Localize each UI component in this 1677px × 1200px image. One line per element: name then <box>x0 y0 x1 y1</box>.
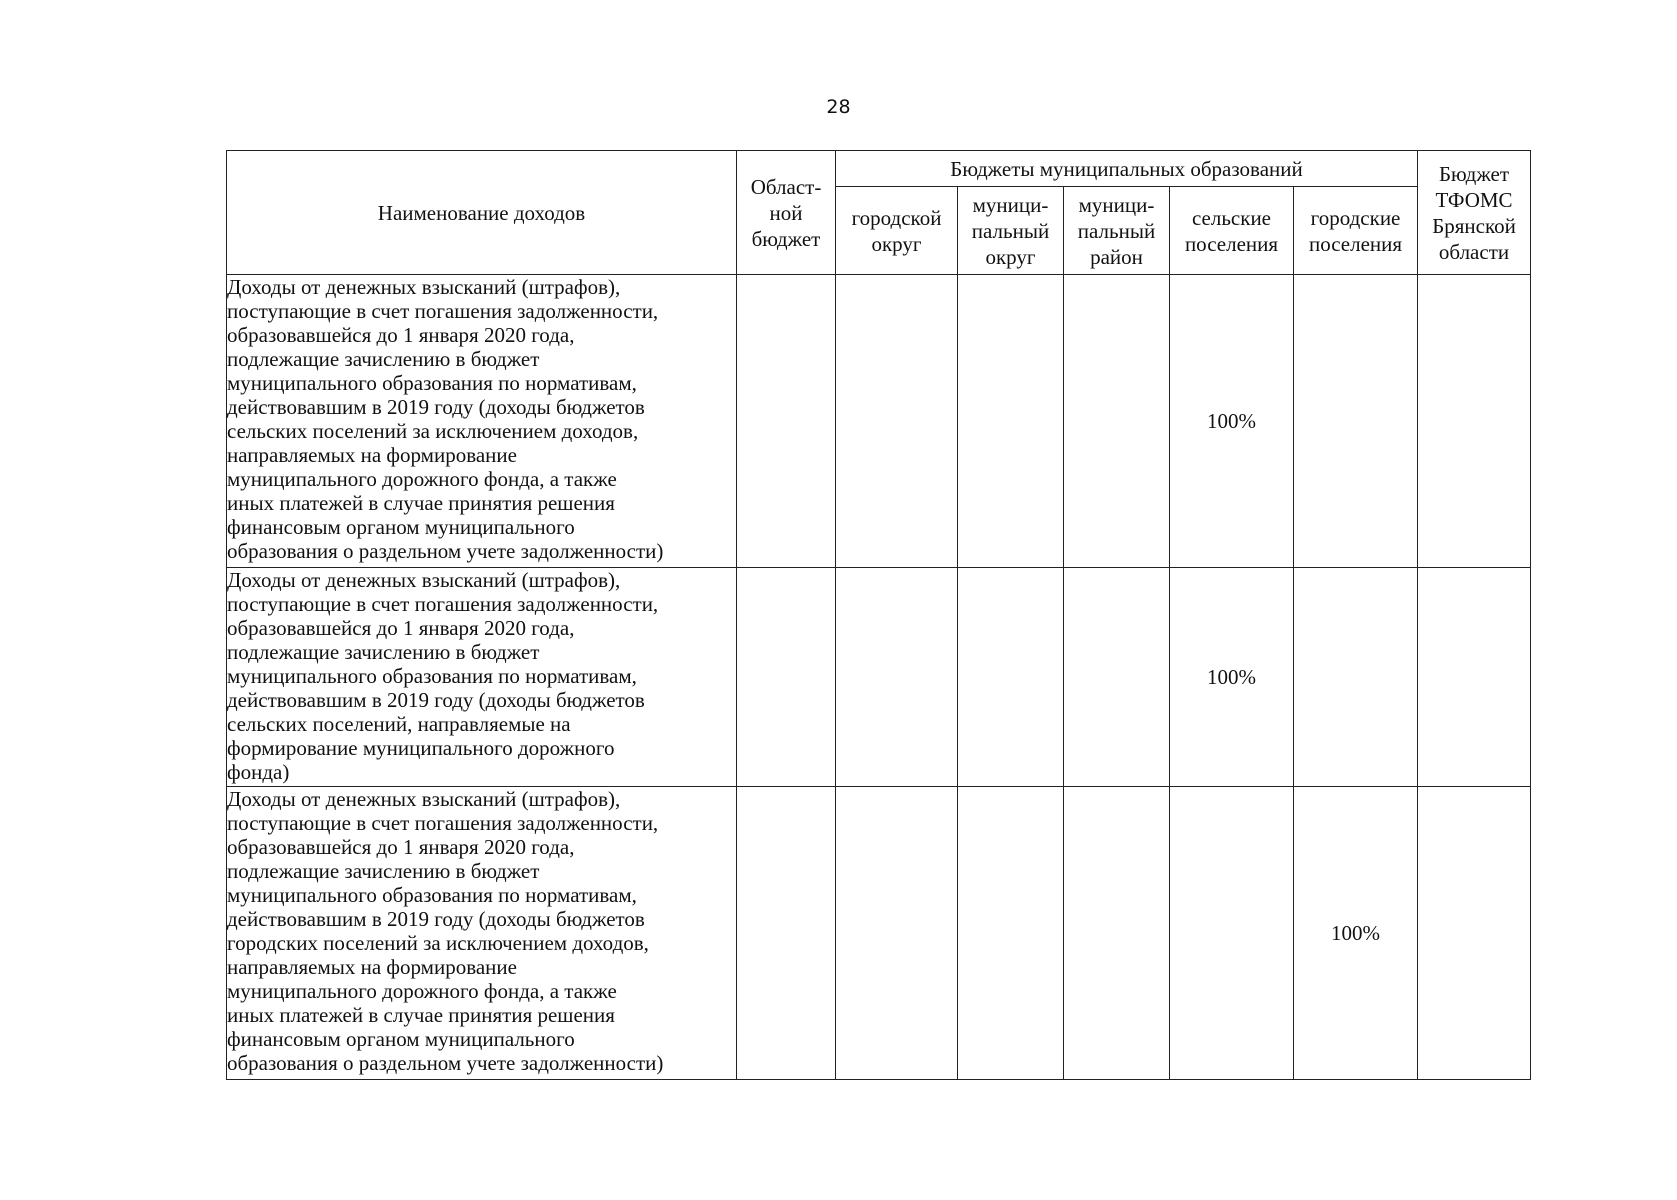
revenue-description: Доходы от денежных взысканий (штрафов), поступающие в счет погашения задолженности, образовавшейся до 1 января 2020 года, подлежащие зачислению в бюджет муниципального образования по нормативам, действовавшим в 2019 году (доходы бюджетов сельских поселений за исключением доходов, направляемых на формирование муниципального дорожного фонда, а также иных платежей в случае принятия решения финансовым органом муниципального образования о раздельном учете задолженности) <box>227 275 737 568</box>
value-urban-settlements <box>1294 275 1418 568</box>
header-municipal-budgets: Бюджеты муниципальных образований <box>836 151 1418 187</box>
revenue-description: Доходы от денежных взысканий (штрафов), поступающие в счет погашения задолженности, образовавшейся до 1 января 2020 года, подлежащие зачислению в бюджет муниципального образования по нормативам, действовавшим в 2019 году (доходы бюджетов сельских поселений, направляемые на формирование муниципального дорожного фонда) <box>227 568 737 787</box>
value-municipal-okrug <box>958 568 1064 787</box>
header-regional-budget: Област- ной бюджет <box>737 151 836 275</box>
value-rural-settlements <box>1170 787 1294 1080</box>
value-regional <box>737 275 836 568</box>
value-city-district <box>836 568 958 787</box>
value-tfoms <box>1418 568 1531 787</box>
header-rural-settlements: сельские поселения <box>1170 187 1294 275</box>
value-city-district <box>836 275 958 568</box>
value-regional <box>737 568 836 787</box>
value-urban-settlements <box>1294 568 1418 787</box>
revenue-description: Доходы от денежных взысканий (штрафов), поступающие в счет погашения задолженности, образовавшейся до 1 января 2020 года, подлежащие зачислению в бюджет муниципального образования по нормативам, действовавшим в 2019 году (доходы бюджетов городских поселений за исключением доходов, направляемых на формирование муниципального дорожного фонда, а также иных платежей в случае принятия решения финансовым органом муниципального образования о раздельном учете задолженности) <box>227 787 737 1080</box>
value-urban-settlements: 100% <box>1294 787 1418 1080</box>
header-urban-settlements: городские поселения <box>1294 187 1418 275</box>
value-tfoms <box>1418 787 1531 1080</box>
value-rural-settlements: 100% <box>1170 275 1294 568</box>
header-revenue-name: Наименование доходов <box>227 151 737 275</box>
table-row <box>227 275 1531 568</box>
value-municipal-okrug <box>958 275 1064 568</box>
value-municipal-rayon <box>1064 275 1170 568</box>
revenue-distribution-table <box>226 150 1531 1080</box>
header-municipal-okrug: муници- пальный округ <box>958 187 1064 275</box>
value-city-district <box>836 787 958 1080</box>
value-tfoms <box>1418 275 1531 568</box>
table-row <box>227 568 1531 787</box>
value-municipal-rayon <box>1064 568 1170 787</box>
page-number: 28 <box>826 96 851 118</box>
value-municipal-okrug <box>958 787 1064 1080</box>
header-tfoms-budget: Бюджет ТФОМС Брянской области <box>1418 151 1531 275</box>
table-row <box>227 787 1531 1080</box>
value-regional <box>737 787 836 1080</box>
header-city-district: городской округ <box>836 187 958 275</box>
value-municipal-rayon <box>1064 787 1170 1080</box>
value-rural-settlements: 100% <box>1170 568 1294 787</box>
header-municipal-rayon: муници- пальный район <box>1064 187 1170 275</box>
